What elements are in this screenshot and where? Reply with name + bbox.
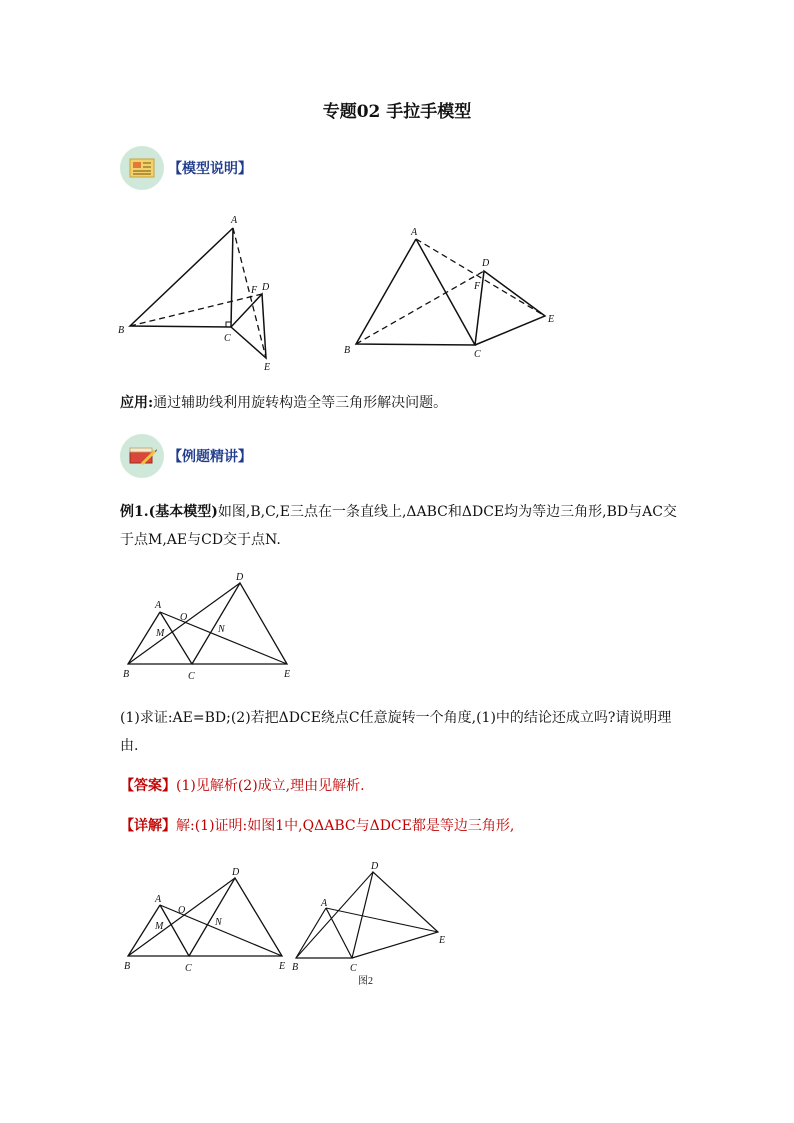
application-label: 应用: — [120, 395, 154, 411]
triangle-abc — [130, 228, 233, 327]
label-n: N — [215, 917, 222, 928]
label-e: E — [264, 362, 271, 373]
label-a: A — [321, 898, 328, 909]
figure-example-1 — [115, 568, 300, 683]
label-n: N — [218, 624, 225, 635]
detail-line — [120, 812, 680, 840]
label-b: B — [292, 962, 299, 973]
example-1-statement — [120, 498, 680, 554]
question: (1)求证:AE=BD;(2)若把ΔDCE绕点C任意旋转一个角度,(1)中的结论还成立吗?请说明理由. — [120, 710, 672, 754]
triangle-cde — [231, 294, 266, 358]
label-o: O — [178, 905, 186, 916]
label-b: B — [124, 961, 131, 972]
label-a: A — [231, 215, 238, 226]
answer-label: 【答案】 — [120, 778, 176, 794]
detail-label: 【详解】 — [120, 818, 176, 834]
dashed-bd — [130, 294, 262, 326]
label-b: B — [123, 669, 130, 680]
label-d: D — [232, 867, 240, 878]
section-label-model: 【模型说明】 — [168, 161, 252, 177]
figure-detail-1 — [115, 862, 295, 974]
label-b: B — [118, 325, 125, 336]
figure-caption: 图2 — [358, 976, 373, 987]
label-o: O — [180, 612, 188, 623]
answer-line — [120, 772, 680, 800]
label-c: C — [185, 963, 192, 974]
label-a: A — [155, 600, 162, 611]
label-m: M — [155, 921, 164, 932]
page-title: 专题02 手拉手模型 — [322, 102, 472, 122]
label-d: D — [371, 861, 379, 872]
label-c: C — [474, 349, 481, 360]
label-e: E — [284, 669, 291, 680]
label-a: A — [411, 227, 418, 238]
label-c: C — [224, 333, 231, 344]
segment-ae — [326, 908, 438, 932]
label-m: M — [156, 628, 165, 639]
triangle-dce — [352, 872, 438, 958]
label-e: E — [548, 314, 555, 325]
triangle-dce — [189, 878, 282, 956]
figure-detail-2 — [288, 858, 448, 988]
answer-text: (1)见解析(2)成立,理由见解析. — [176, 778, 365, 794]
example-1-text: 如图,B,C,E三点在一条直线上,ΔABC和ΔDCE均为等边三角形,BD与AC交于点M,AE与CD交于点N. — [120, 504, 677, 548]
label-c: C — [188, 671, 195, 682]
label-d: D — [482, 258, 490, 269]
application-text: 通过辅助线利用旋转构造全等三角形解决问题。 — [153, 395, 448, 411]
label-c: C — [350, 963, 357, 974]
book-pencil-icon — [120, 434, 164, 478]
label-a: A — [155, 894, 162, 905]
example-1-prefix: 例1.(基本模型) — [120, 504, 218, 520]
label-d: D — [236, 572, 244, 583]
detail-text: 解:(1)证明:如图1中,QΔABC与ΔDCE都是等边三角形, — [176, 818, 515, 834]
figure-model-equilateral — [340, 222, 560, 362]
application-line — [120, 389, 680, 417]
dashed-ae — [233, 228, 266, 358]
document-icon — [120, 146, 164, 190]
segment-bd — [296, 872, 373, 958]
triangle-cde — [475, 271, 545, 345]
label-f: F — [251, 285, 258, 296]
label-e: E — [279, 961, 286, 972]
section-header-examples — [120, 434, 252, 478]
triangle-abc — [296, 908, 352, 958]
label-b: B — [344, 345, 351, 356]
figure-model-right-angle — [110, 210, 285, 375]
dashed-bd — [356, 271, 484, 344]
label-d: D — [262, 282, 270, 293]
section-header-model — [120, 146, 252, 190]
section-label-examples: 【例题精讲】 — [168, 449, 252, 465]
triangle-dce — [192, 583, 287, 664]
label-e: E — [439, 935, 446, 946]
label-f: F — [474, 281, 481, 292]
triangle-abc — [356, 239, 475, 345]
